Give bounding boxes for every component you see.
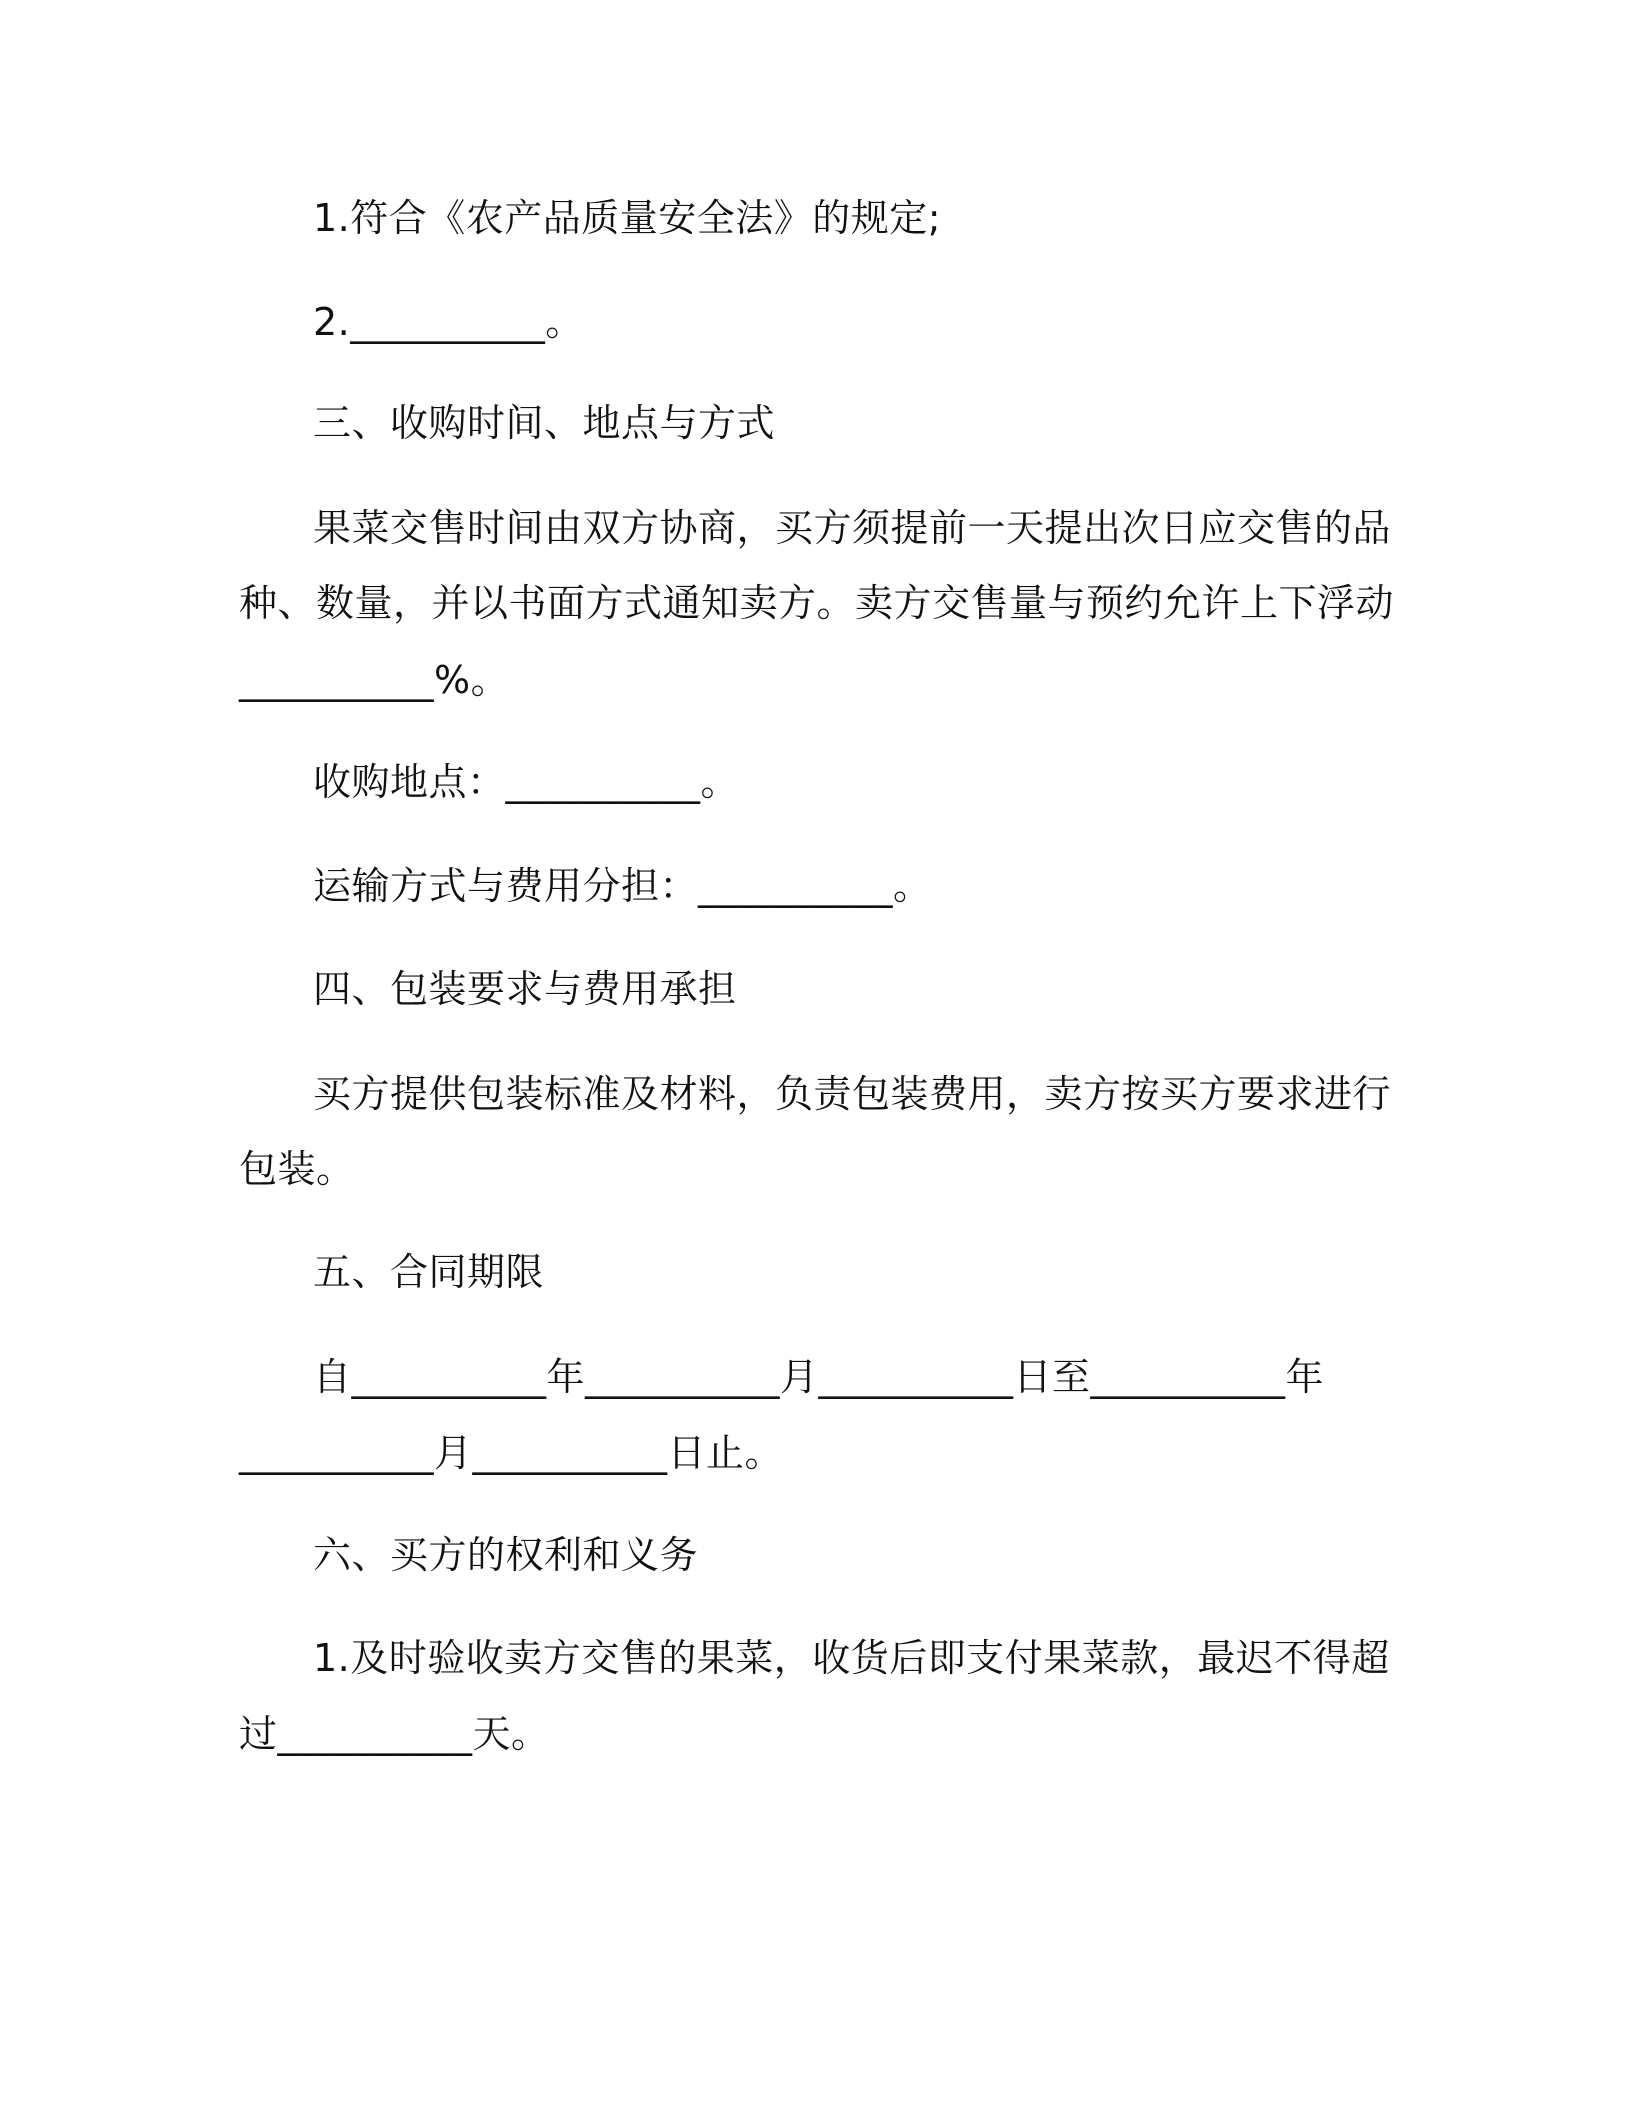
contract-term-line: __________月__________日止。 bbox=[239, 1431, 784, 1475]
purchase-location-line: 收购地点：__________。 bbox=[313, 760, 740, 804]
transport-cost-line: 运输方式与费用分担：__________。 bbox=[313, 864, 932, 908]
section-heading-4: 四、包装要求与费用承担 bbox=[313, 967, 737, 1011]
paragraph-line: 种、数量，并以书面方式通知卖方。卖方交售量与预约允许上下浮动 bbox=[239, 581, 1395, 625]
section-heading-3: 三、收购时间、地点与方式 bbox=[313, 401, 776, 445]
paragraph-line: 包装。 bbox=[239, 1147, 355, 1191]
section-heading-5: 五、合同期限 bbox=[313, 1250, 545, 1294]
paragraph-line: 过__________天。 bbox=[239, 1712, 550, 1756]
paragraph-line: 买方提供包装标准及材料，负责包装费用，卖方按买方要求进行 bbox=[313, 1072, 1392, 1116]
paragraph-line: __________%。 bbox=[239, 658, 510, 702]
contract-term-line: 自__________年__________月__________日至__________年 bbox=[313, 1355, 1325, 1399]
paragraph-line: 1.及时验收卖方交售的果菜，收货后即支付果菜款，最迟不得超 bbox=[313, 1636, 1390, 1680]
section-heading-6: 六、买方的权利和义务 bbox=[313, 1533, 699, 1577]
clause-1-quality-law: 1.符合《农产品质量安全法》的规定; bbox=[313, 196, 942, 240]
paragraph-line: 果菜交售时间由双方协商，买方须提前一天提出次日应交售的品 bbox=[313, 506, 1392, 550]
clause-2-blank: 2.__________。 bbox=[313, 300, 584, 344]
